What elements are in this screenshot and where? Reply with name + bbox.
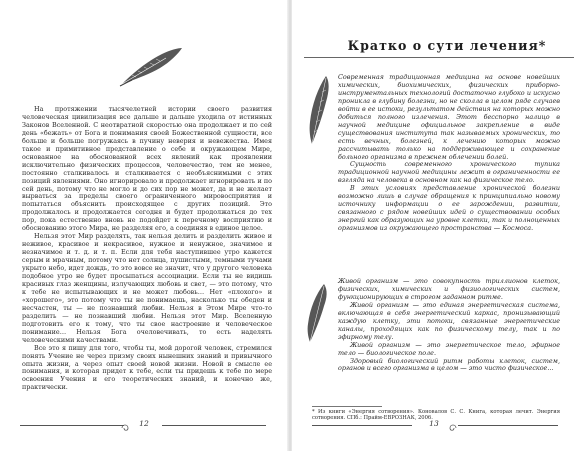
- paragraph: Нельзя этот Мир разделять, так нельзя делить и разделить живое и неживое, красивое и некрасивое, нужное и ненужное, значимое и незначимое и т. д. и т. п. Если для тебя наступившее утро кажется серым и мрачным, потому что нет солнца, пушистыми, темными тучами укрыто небо, идет дождь, то это вовсе не значит, что у другого человека подобное утро не будет просыпаться ассоциации. Если ты не видишь красивых глаз женщины, излучающих любовь и свет, — это потому, что к тебе не испытывающих и не может любовь… Нет «плохого» и «хорошего», это потому что ты не понимаешь, насколько ты обеден и несчастен, ты — не познавший любви. Нельзя в Этом Мире что-то разделить — не познавший любви. Нельзя этот Мир. Вселенную подготовить его к тому, что ты свое настроение и человеческое понимание… Нельзя Бога очеловечивать, то есть наделять человеческими качествами.: [22, 232, 272, 344]
- section-title: Кратко о сути лечения*: [347, 38, 547, 53]
- footer-rule: [312, 425, 412, 426]
- left-page: [0, 0, 288, 451]
- page-number: 12: [139, 419, 149, 428]
- paragraph: На протяжении тысячелетней истории своего развития человеческая цивилизация все дальше и дальше уходила от истинных Законов Вселенной. С неотвратной скоростью она продолжает и по сей день «бежать» от Бога и понимания своей Божественной сущности, все больше и больше погружаясь в пучину неверия и невежества. Имея такое и примитивное представление о себе и окружающем Мире, основанное на обоснованной всех явлений как проявлении исключительно физических процессов, человечество, тем не менее, постоянно сталкивалось и сталкивается с необъяснимыми с этих позиций явлениями. Оно игнорировало и продолжает игнорировать и по сей день, потому что не могло и до сих пор не может, да и не желает вырваться за пределы своего ограниченного мировосприятия и попытаться объяснить происходящее с других позиций. Это продолжалось и продолжается сегодня и будет продолжаться до тех пор, пока естественно вновь не подойдет к перечному восприятию и обоснованию этого Мира, не разделяя его, а соединяя в единое целое.: [22, 105, 272, 233]
- curl-ornament-icon: [444, 419, 458, 438]
- feather-quill-icon: [304, 282, 330, 344]
- title-rule: [304, 57, 574, 58]
- paragraph: Современная традиционная медицина на основе новейших химических, биохимических, физических приборно-инструментальных технологий достаточно глубоко и искусно проникла в глубину болезни, но не сколла в целом ряде случаев войти в ее истоки, результатом действия на которых можно добиться полного излечения. Этот бесспорно налицо в научной медицине официальное закрепление в виде существования института так называемых хронических, то есть вечных, болезней, к лечению которых можно рассчитывать только на поддерживающее и сохранение больного организма в прежнем облечении болей.: [338, 73, 560, 161]
- footer-rule: [162, 425, 266, 426]
- footer-rule: [458, 425, 558, 426]
- right-text-block-top: [338, 74, 560, 233]
- paragraph: Сущность современного хронического тупика традиционной научной медицины лежит в ограниченности ее взгляда на человека в основном как на физическое тело.: [338, 160, 560, 185]
- footer-rule: [20, 425, 124, 426]
- page-number: 13: [429, 419, 439, 428]
- paragraph: Все это я пишу для того, чтобы ты, мой дорогой человек, стремился понять Учение не через призму своих нынешних знаний и привычного опыта жизни, а через опыт своей новой жизни. Новой в смысле ее понимания, и которая придет к тебе, если ты придешь к тебе по мере освоения Учения и его теоретических знаний, и конечно же, практически.: [22, 343, 272, 392]
- paragraph: Живой организм — это единая энергетическая система, включающая в себя энергетический каркас, пронизывающий каждую клетку, эти потоки, связанные энергетические каналы, проходящих как по физическому телу, так и по эфирному телу.: [338, 300, 560, 341]
- right-text-block-bottom: [338, 278, 560, 373]
- footnote: * Из книги «Энергия сотворения». Коновалов С. С. Книга, которая лечит. Энергия сотворения. СПб.: Прайм-ЕВРОЗНАК, 2006.: [312, 409, 560, 422]
- feather-quill-icon: [118, 44, 186, 90]
- footnote-rule: [312, 406, 382, 407]
- paragraph: Живой организм — это энергетическое тело, эфирное тело — биологическое поле.: [338, 340, 560, 357]
- feather-quill-icon: [306, 74, 332, 146]
- paragraph: Живой организм — это совокупность триллионов клеток, физических, химических и физиологических систем, функционирующих в строгом заданном ритме.: [338, 277, 560, 301]
- paragraph: Здоровый биологический ритм работы клеток, систем, органов и всего организма в целом — это чисто физическое...: [338, 356, 560, 373]
- right-page: [292, 0, 580, 451]
- paragraph: В этих условиях представление хронической болезни возможно лишь в случае обращения к принципиально новому источнику информации о ее зарождении, развитии, связанного с рядом новейших идей о существовании особых энергий как образующих на уровне клетки, так и полноценных организмов из окружающего пространства — Космоса.: [338, 184, 560, 233]
- left-text-block: [22, 106, 272, 392]
